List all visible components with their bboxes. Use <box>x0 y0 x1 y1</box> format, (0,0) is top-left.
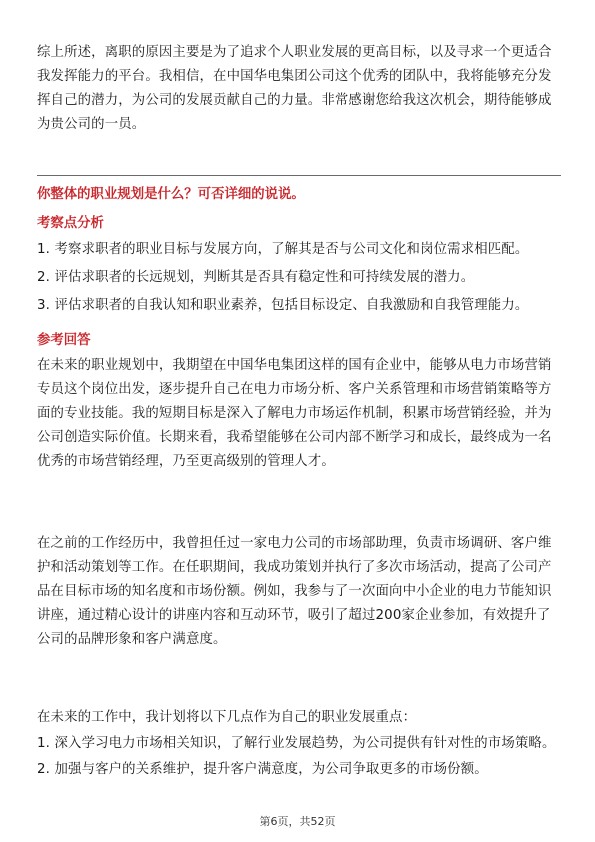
analysis-item: 1. 考察求职者的职业目标与发展方向，了解其是否与公司文化和岗位需求相匹配。 <box>37 242 529 257</box>
analysis-list <box>37 238 561 318</box>
intro-paragraph: 综上所述，离职的原因主要是为了追求个人职业发展的更高目标，以及寻求一个更适合我发挥能力的平台。我相信，在中国华电集团公司这个优秀的团队中，我将能够充分发挥自己的潜力，为公司的发展贡献自己的力量。非常感谢您给我这次机会，期待能够成为贵公司的一员。 <box>37 45 552 132</box>
question-heading: 你整体的职业规划是什么？可否详细的说说。 <box>37 187 305 202</box>
plan-item: 1. 深入学习电力市场相关知识，了解行业发展趋势，为公司提供有针对性的市场策略。 <box>37 736 556 751</box>
analysis-label: 考察点分析 <box>37 216 104 231</box>
answer-paragraph-3 <box>37 706 561 782</box>
analysis-item: 2. 评估求职者的长远规划，判断其是否具有稳定性和可持续发展的潜力。 <box>37 270 475 285</box>
answer-paragraph-1: 在未来的职业规划中，我期望在中国华电集团这样的国有企业中，能够从电力市场营销专员这个岗位出发，逐步提升自己在电力市场分析、客户关系管理和市场营销策略等方面的专业技能。我的短期目标是深入了解电力市场运作机制，积累市场营销经验，并为公司创造实际价值。长期来看，我希望能够在公司内部不断学习和成长，最终成为一名优秀的市场营销经理，乃至更高级别的管理人才。 <box>37 358 552 469</box>
answer-paragraph-2: 在之前的工作经历中，我曾担任过一家电力公司的市场部助理，负责市场调研、客户维护和活动策划等工作。在任职期间，我成功策划并执行了多次市场活动，提高了公司产品在目标市场的知名度和市场份额。例如，我参与了一次面向中小企业的电力节能知识讲座，通过精心设计的讲座内容和互动环节，吸引了超过200家企业参加，有效提升了公司的品牌形象和客户满意度。 <box>37 536 552 647</box>
section-divider <box>37 175 561 176</box>
page-footer: 第6页，共52页 <box>259 815 336 828</box>
plan-item: 2. 加强与客户的关系维护，提升客户满意度，为公司争取更多的市场份额。 <box>37 762 488 777</box>
analysis-item: 3. 评估求职者的自我认知和职业素养，包括目标设定、自我激励和自我管理能力。 <box>37 298 529 313</box>
plan-intro: 在未来的工作中，我计划将以下几点作为自己的职业发展重点： <box>37 710 417 725</box>
answer-label: 参考回答 <box>37 333 91 348</box>
